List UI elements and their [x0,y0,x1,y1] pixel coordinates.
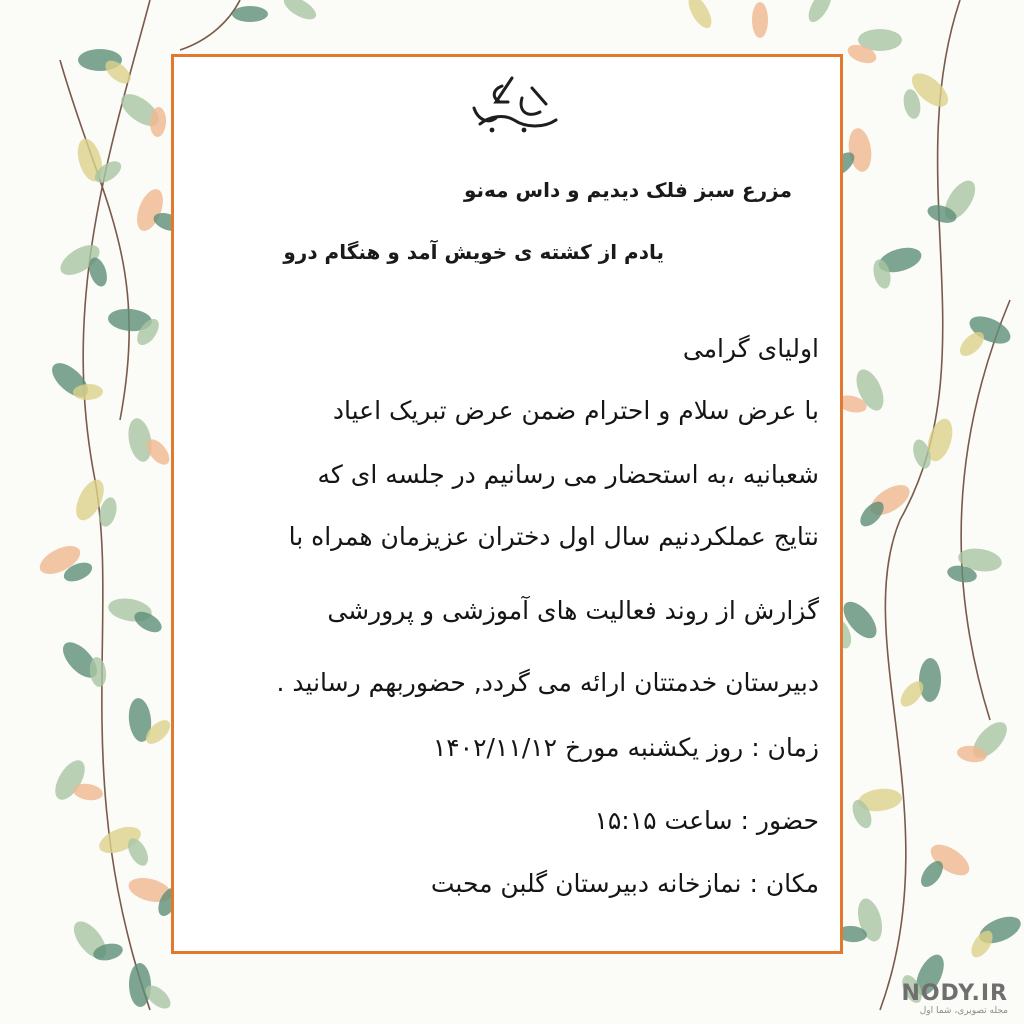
salutation: اولیای گرامی [682,334,819,363]
letter-line-2: شعبانیه ،به استحضار می رسانیم در جلسه ای که [317,460,819,489]
place-line: مکان : نمازخانه دبیرستان گلبن محبت [430,869,819,898]
letter-line-5: دبیرستان خدمتتان ارائه می گردد, حضوربهم رسانید . [276,668,819,697]
leaf [804,0,836,26]
leaf [919,658,942,702]
leaf [129,963,152,1007]
svg-text:گلبن: گلبن [513,138,515,139]
poem-line-1: مزرع سبز فلک دیدیم و داس مه‌نو [463,178,792,202]
watermark-site: NODY.IR [901,981,1008,1006]
leaf [280,0,319,24]
letter-line-3: نتایج عملکردنیم سال اول دختران عزیزمان همراه با [288,522,819,551]
leaf [684,0,716,32]
letter-line-4: گزارش از روند فعالیت های آموزشی و پرورشی [327,596,819,625]
poem-line-2: یادم از کشته ی خویش آمد و هنگام درو [283,240,664,264]
vine-stem [180,0,240,50]
presence-line: حضور : ساعت ۱۵:۱۵ [594,806,819,835]
letter-line-1: با عرض سلام و احترام ضمن عرض تبریک اعیاد [332,396,819,425]
leaf [752,2,768,38]
calligraphy-logo [462,68,564,142]
leaf [232,6,268,22]
watermark-tagline: مجله تصویری، شما اول [919,1006,1008,1016]
site-watermark [901,981,1008,1016]
vine-stem [961,300,1010,720]
time-line: زمان : روز یکشنبه مورخ ۱۴۰۲/۱۱/۱۲ [432,733,819,762]
